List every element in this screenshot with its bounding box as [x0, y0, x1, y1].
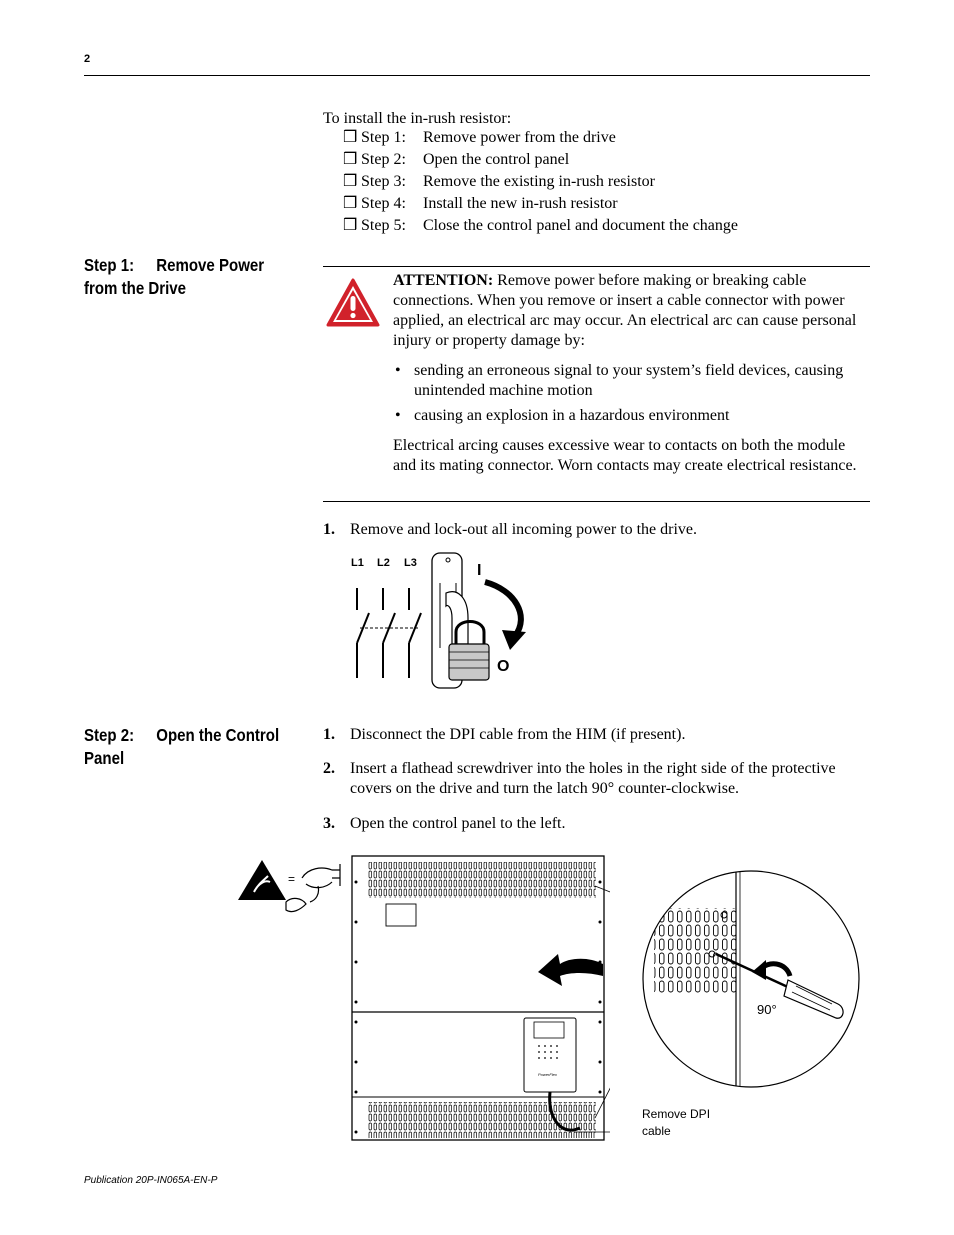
checkbox-icon: ❒: [343, 129, 358, 146]
vent-slots: [368, 1102, 596, 1138]
instruction-text: Insert a flathead screwdriver into the holes in the right side of the protective covers on the drive and turn the latch 90° counter-clockwise.: [350, 760, 836, 797]
checklist-item: [343, 149, 738, 171]
checklist-item: [343, 193, 738, 215]
callout-line: Remove DPI: [642, 1107, 711, 1121]
dpi-cable-callout: [642, 1106, 710, 1140]
brand-logo: PowerFlex: [538, 1072, 557, 1077]
checklist-step-label: Step 5:: [361, 217, 406, 234]
procedure-checklist: [343, 127, 738, 237]
latch-detail-figure: [640, 868, 862, 1090]
instruction-number: 2.: [323, 760, 335, 777]
section-heading-step2: [84, 724, 295, 770]
section-title-line: Panel: [84, 748, 125, 768]
checklist-step-text: Remove the existing in-rush resistor: [423, 173, 655, 190]
attention-bullet: • causing an explosion in a hazardous environment: [393, 406, 867, 426]
phase-label: L1: [351, 557, 364, 569]
phase-label: L2: [377, 557, 390, 569]
header-rule: [84, 75, 870, 76]
attention-bullet-list: [393, 361, 867, 426]
section-step-label: Step 2:: [84, 725, 135, 745]
padlock-icon: [449, 622, 489, 681]
checkbox-icon: ❒: [343, 195, 358, 212]
checklist-step-label: Step 4:: [361, 195, 406, 212]
drive-cabinet-figure: [348, 852, 610, 1144]
attention-notice: [393, 271, 867, 486]
instruction-item: [323, 759, 870, 801]
checklist-step-text: Close the control panel and document the change: [423, 217, 739, 234]
section-step-label: Step 1:: [84, 255, 135, 275]
instruction-text: Disconnect the DPI cable from the HIM (if present).: [350, 726, 686, 743]
checkbox-icon: ❒: [343, 173, 358, 190]
checklist-item: [343, 127, 738, 149]
attention-body: Remove power before making or breaking cable connections. When you remove or insert a cable connector with power applied, an electrical arc may occur. An electrical arc can cause personal injury or property damage by:: [393, 272, 857, 349]
callout-line: cable: [642, 1124, 671, 1138]
instruction-text: Remove and lock-out all incoming power to the drive.: [350, 521, 698, 538]
section-title-line: Remove Power: [156, 255, 265, 275]
checklist-step-text: Install the new in-rush resistor: [423, 195, 618, 212]
instruction-number: 3.: [323, 815, 335, 832]
instruction-number: 1.: [323, 521, 335, 538]
instruction-number: 1.: [323, 726, 335, 743]
checklist-step-text: Remove power from the drive: [423, 129, 616, 146]
section-title-line: Open the Control: [156, 725, 280, 745]
section-title-line: from the Drive: [84, 278, 187, 298]
arrow-head-icon: [502, 630, 526, 650]
checklist-item: [343, 171, 738, 193]
off-position-label: O: [497, 658, 510, 675]
publication-footer: Publication 20P-IN065A-EN-P: [84, 1175, 218, 1186]
checklist-step-text: Open the control panel: [423, 151, 570, 168]
rotation-angle-label: 90°: [757, 1002, 777, 1017]
attention-closing: Electrical arcing causes excessive wear to contacts on both the module and its mating connector. Worn contacts may create electrical resistance.: [393, 437, 857, 474]
checklist-item: [343, 215, 738, 237]
phase-label: L3: [404, 557, 417, 569]
him-keypad-icon: [524, 1018, 576, 1092]
checkbox-icon: ❒: [343, 151, 358, 168]
disconnect-switch-figure: [340, 548, 540, 694]
checkbox-icon: ❒: [343, 217, 358, 234]
attention-lead: ATTENTION:: [393, 272, 494, 289]
checklist-step-label: Step 2:: [361, 151, 406, 168]
rotation-arrow-icon: [485, 582, 521, 636]
page-number: 2: [84, 53, 91, 65]
instruction-item: [323, 725, 870, 747]
on-position-label: I: [477, 562, 482, 579]
vent-slots: [654, 908, 736, 994]
esd-warning-figure: [236, 856, 346, 920]
instruction-text: Open the control panel to the left.: [350, 815, 566, 832]
switch-poles: [357, 588, 421, 678]
warning-triangle-icon: [326, 278, 380, 328]
section-heading-step1: [84, 254, 295, 300]
intro-text: To install the in-rush resistor:: [323, 110, 512, 127]
equals-sign: =: [288, 872, 296, 886]
vent-slots: [368, 862, 596, 898]
attention-bullet: • sending an erroneous signal to your system’s field devices, causing unintended machine motion: [393, 361, 867, 401]
esd-triangle-icon: [238, 860, 286, 900]
attention-top-rule: [323, 266, 870, 267]
instruction-item: [323, 814, 870, 836]
attention-bottom-rule: [323, 501, 870, 502]
checklist-step-label: Step 3:: [361, 173, 406, 190]
instruction-item: [323, 520, 870, 542]
checklist-step-label: Step 1:: [361, 129, 406, 146]
